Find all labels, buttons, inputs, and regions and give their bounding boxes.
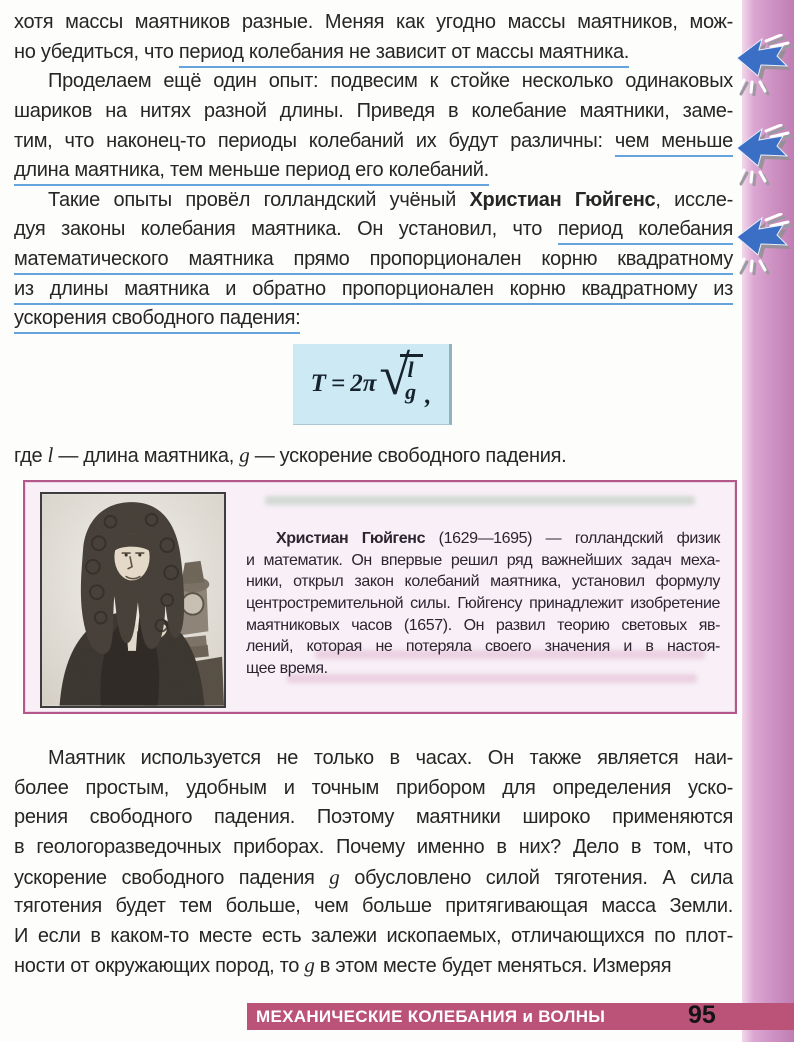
text-line — [14, 156, 733, 186]
text-segment: щее время. — [246, 660, 328, 678]
text-segment: g — [304, 953, 315, 978]
text-line — [14, 774, 733, 804]
text-segment: и математик. Он впервые решил ряд важнейших задач меха- — [246, 551, 720, 569]
text-segment: ускорение свободного падения — [14, 866, 330, 889]
text-line — [246, 658, 720, 680]
text-segment: шариков на нитях разной длины. Приведя в колебание маятники, заме- — [14, 99, 733, 122]
text-segment: рения свободного падения. Поэтому маятники широко применяются — [14, 806, 733, 829]
text-line — [14, 127, 733, 157]
underlined-text: чем меньше — [615, 130, 733, 157]
text-segment: тим, что наконец-то периоды колебаний их будут различны: — [14, 129, 615, 152]
text-line — [246, 593, 720, 615]
text-line — [14, 803, 733, 833]
text-segment: (1629—1695) — голландский физик — [425, 530, 721, 547]
text-segment: — длина маятника, — [53, 445, 240, 467]
burst-arrow-icon — [734, 34, 794, 96]
text-segment: дуя законы колебания маятника. Он установил, что — [14, 218, 558, 241]
text-line — [14, 863, 733, 893]
radical-sign: √ — [379, 345, 409, 407]
text-line — [246, 615, 720, 637]
text-line — [14, 215, 733, 245]
text-segment: хотя массы маятников разные. Меняя как угодно массы маятников, мож- — [14, 11, 733, 33]
text-line — [246, 571, 720, 593]
text-line — [14, 951, 733, 981]
equals-sign: = — [330, 370, 346, 397]
page-number: 95 — [688, 1001, 716, 1029]
text-line — [14, 97, 733, 127]
text-line — [14, 245, 733, 275]
text-segment: И если в каком-то месте есть залежи ископаемых, отличающихся по плот- — [14, 924, 733, 947]
text-segment: Такие опыты провёл голландский учёный — [48, 188, 470, 211]
text-segment: в геологоразведочных приборах. Почему именно в них? Дело в том, что — [14, 835, 733, 858]
text-line — [14, 892, 733, 922]
underlined-text: период колебания — [558, 218, 733, 245]
footer-title: МЕХАНИЧЕСКИЕ КОЛЕБАНИЯ и ВОЛНЫ — [256, 1006, 606, 1026]
text-line — [246, 550, 720, 572]
text-segment: где — [14, 445, 48, 467]
text-line — [14, 304, 733, 334]
text-segment: но убедиться, что — [14, 40, 179, 63]
text-segment: обусловлено силой тяготения. А сила — [339, 866, 734, 889]
underlined-text: длина маятника, тем меньше период его колебаний. — [14, 159, 489, 186]
text-line — [14, 67, 733, 97]
formula-coefficient: 2π — [350, 370, 377, 397]
text-segment: g — [239, 443, 250, 467]
text-line — [14, 186, 733, 216]
text-segment: — ускорение свободного падения. — [249, 445, 567, 467]
text-line — [14, 441, 733, 471]
formula-lhs: T — [310, 370, 326, 397]
bio-box — [23, 480, 737, 714]
body-text-bottom — [14, 744, 733, 981]
text-segment: центростремительной силы. Гюйгенсу принадлежит изобретение — [246, 595, 720, 613]
text-line — [14, 922, 733, 952]
text-line — [246, 528, 720, 550]
text-line — [14, 275, 733, 305]
underlined-text: из длины маятника и обратно пропорционален корню квадратному из — [14, 278, 733, 305]
text-line — [14, 38, 733, 68]
text-segment: g — [329, 864, 340, 889]
text-line — [246, 636, 720, 658]
text-segment: более простым, удобным и точным прибором для определения уско- — [14, 776, 733, 799]
fraction-numerator: l — [407, 357, 414, 382]
text-segment: Христиан Гюйгенс — [276, 530, 426, 547]
burst-arrow-icon — [734, 124, 794, 186]
text-segment: ники, открыл закон колебаний маятника, установил формулу — [246, 573, 720, 591]
where-line — [14, 441, 733, 471]
huygens-portrait — [40, 492, 226, 708]
text-segment: Проделаем ещё один опыт: подвесим к стойке несколько одинаковых — [48, 70, 733, 93]
bleed-through-artifact — [265, 496, 695, 505]
text-line — [14, 8, 733, 38]
text-line — [14, 833, 733, 863]
text-line — [14, 744, 733, 774]
underlined-text: ускорения свободного падения: — [14, 307, 300, 334]
text-segment: ности от окружающих пород, то — [14, 955, 305, 978]
underlined-text: математического маятника прямо пропорционален корню квадратному — [14, 248, 733, 275]
text-segment: Маятник используется не только в часах. Он также является наи- — [48, 747, 733, 769]
square-root — [379, 345, 423, 412]
text-segment: Христиан Гюйгенс — [469, 188, 656, 211]
body-text-top — [14, 8, 733, 334]
text-segment: тяготения будет тем больше, чем больше притягивающая масса Земли. — [14, 895, 733, 918]
text-segment: , иссле- — [655, 188, 733, 211]
fraction — [400, 354, 423, 404]
text-segment: лений, которая не потеряла своего значения и в настоя- — [246, 638, 720, 656]
formula-box — [293, 344, 452, 425]
formula-comma: , — [425, 382, 432, 409]
fraction-denominator: g — [405, 379, 417, 404]
burst-arrow-icon — [734, 213, 794, 275]
bio-text — [246, 528, 720, 680]
text-segment: в этом месте будет меняться. Измеряя — [314, 955, 672, 978]
underlined-text: период колебания не зависит от массы маятника. — [179, 41, 629, 68]
text-segment: маятниковых часов (1657). Он развил теорию световых яв- — [246, 616, 720, 634]
text-segment: l — [47, 443, 54, 467]
